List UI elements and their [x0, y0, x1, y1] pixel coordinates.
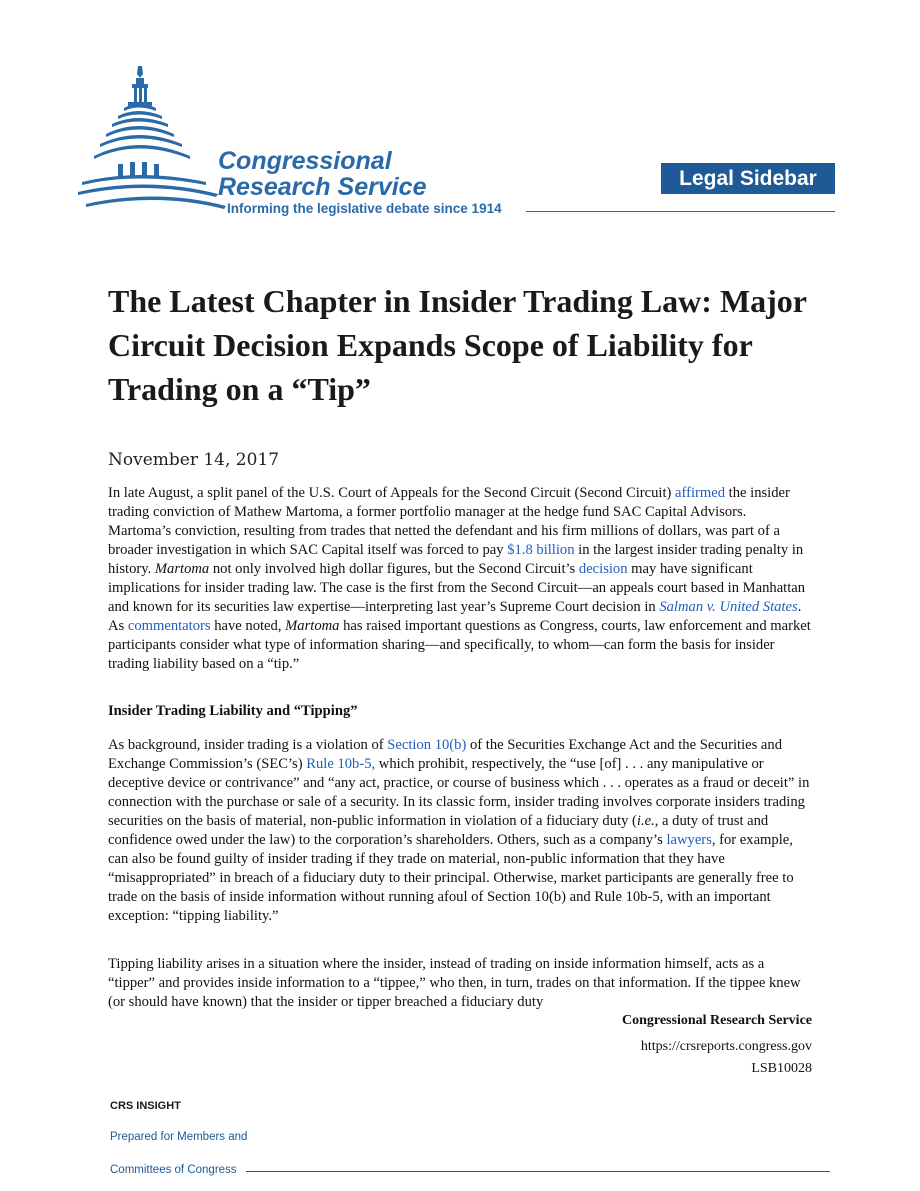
org-name-line2: Research Service	[218, 173, 427, 201]
publication-date: November 14, 2017	[108, 450, 280, 470]
link-salman-v-united-states[interactable]: Salman v. United States	[659, 599, 798, 615]
legal-sidebar-badge: Legal Sidebar	[661, 163, 835, 194]
case-name-italic: Martoma	[285, 618, 340, 634]
section-heading: Insider Trading Liability and “Tipping”	[108, 703, 358, 719]
prepared-for-label: Prepared for Members and	[110, 1131, 248, 1143]
body-paragraph-3: Tipping liability arises in a situation where the insider, instead of trading on inside information himself, acts as a “tipper” and provides inside information to a “tippee,” who then, in turn, trades on that information. If the tippee knew (or should have known) that the insider or tipper breached a fiduciary duty	[108, 956, 801, 1010]
text-run: As background, insider trading is a violation of	[108, 737, 388, 753]
link-rule-10b-5[interactable]: Rule 10b-5,	[306, 756, 376, 772]
link-section-10b[interactable]: Section 10(b)	[387, 737, 467, 753]
footer-url: https://crsreports.congress.gov	[640, 1039, 812, 1054]
text-run: , a duty of trust and confidence owed under the law) to the corporation’s shareholders. Others, such as a company’s	[108, 813, 769, 848]
body-paragraph-1	[108, 484, 812, 674]
link-1-8-billion[interactable]: $1.8 billion	[507, 542, 575, 558]
footer-organization: Congressional Research Service	[621, 1013, 812, 1028]
page-title: The Latest Chapter in Insider Trading Law: Major Circuit Decision Expands Scope of Liability for Trading on a “Tip”	[108, 283, 807, 407]
text-run: the insider trading conviction of Mathew Martoma, a former portfolio manager at the hedge fund SAC Capital Advisors. Martoma’s conviction, resulting from trades that netted the defendant and his firm millions of dollars, was part of a broader investigation in which SAC Capital itself was forced to pay	[108, 485, 790, 558]
text-run: which prohibit, respectively, the “use [of] . . . any manipulative or deceptive device or contrivance” and “any act, practice, or course of business which . . . operates as a fraud or deceit” in connection with the purchase or sale of a security. In its classic form, insider trading involves corporate insiders trading securities on the basis of material, non-public information in violation of a fiduciary duty (	[108, 756, 810, 829]
text-run: In late August, a split panel of the U.S. Court of Appeals for the Second Circuit (Second Circuit)	[108, 485, 676, 501]
case-name-italic: Martoma	[154, 561, 210, 577]
capitol-dome-icon	[78, 64, 228, 216]
text-run: may have significant implications for insider trading law. The case is the first from the Second Circuit—an appeals court based in Manhattan and known for its securities law expertise—interpreting last year’s Supreme Court decision in	[108, 561, 806, 615]
org-name-line1: Congressional	[218, 147, 392, 175]
text-run: , for example, can also be found guilty of insider trading if they trade on material, non-public information that they have “misappropriated” in breach of a fiduciary duty to their principal. Otherwise, market participants are generally free to trade on the basis of inside information without running afoul of Section 10(b) and Rule 10b-5, with an important exception: “tipping liability.”	[108, 832, 794, 924]
committees-label: Committees of Congress	[110, 1164, 237, 1176]
header-divider	[526, 211, 835, 212]
link-decision[interactable]: decision	[578, 561, 628, 577]
text-run: has raised important questions as Congress, courts, law enforcement and market participants consider what type of information sharing—and specifically, to whom—can form the basis for insider trading liability based on a “tip.”	[108, 618, 811, 672]
text-run: . As	[108, 599, 802, 634]
org-tagline: Informing the legislative debate since 1914	[227, 201, 502, 216]
link-affirmed[interactable]: affirmed	[675, 485, 726, 501]
footer-divider	[246, 1171, 830, 1172]
body-paragraph-2	[108, 736, 812, 926]
text-run: in the largest insider trading penalty in history.	[108, 542, 804, 577]
abbrev-italic: i.e.	[636, 813, 655, 829]
link-commentators[interactable]: commentators	[127, 618, 211, 634]
text-run: of the Securities Exchange Act and the Securities and Exchange Commission’s (SEC’s)	[108, 737, 783, 772]
crs-insight-label: CRS INSIGHT	[110, 1100, 181, 1112]
footer-report-id: LSB10028	[751, 1061, 812, 1076]
text-run: have noted,	[210, 618, 286, 634]
text-run: not only involved high dollar figures, but the Second Circuit’s	[209, 561, 579, 577]
link-lawyers[interactable]: lawyers	[666, 832, 712, 848]
